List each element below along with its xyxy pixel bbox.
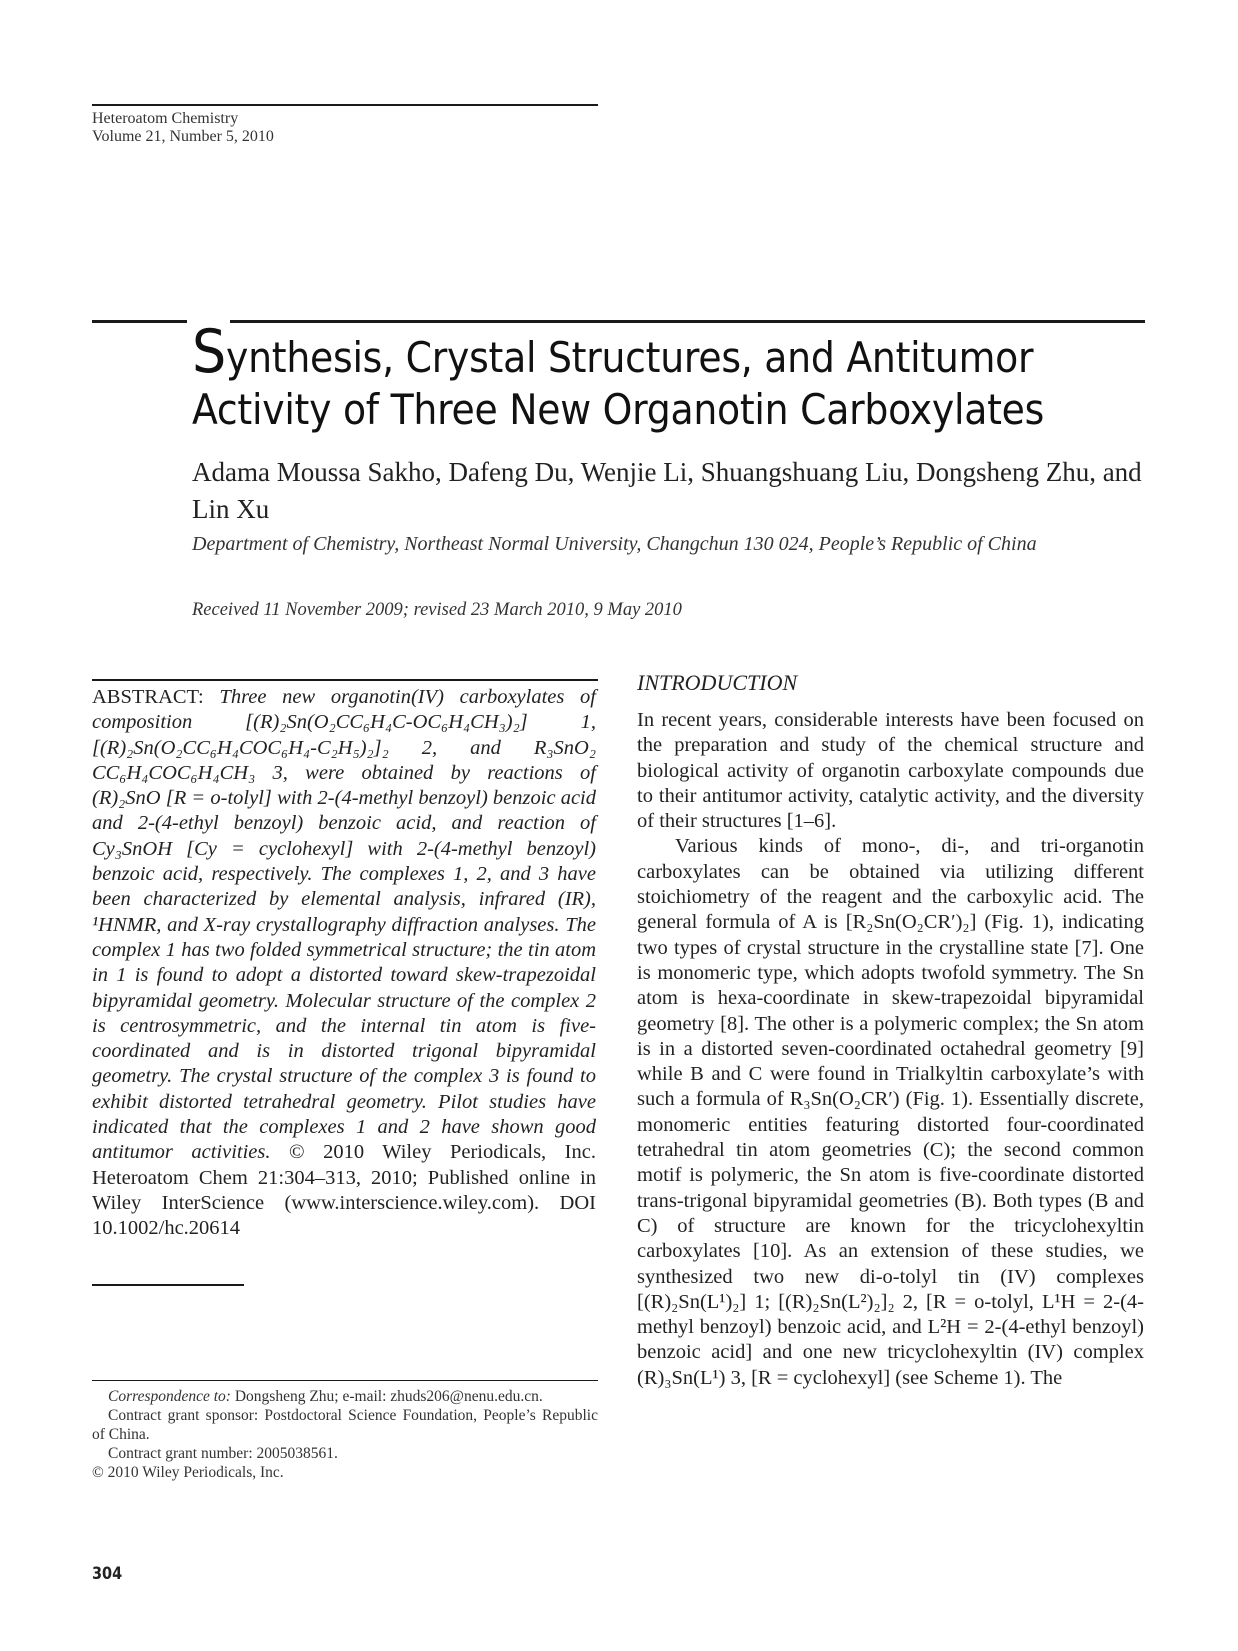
introduction	[637, 670, 1144, 1391]
article-title	[192, 317, 1056, 436]
abstract	[92, 685, 596, 1242]
footnotes	[92, 1387, 598, 1482]
correspondence-text: Dongsheng Zhu; e-mail: zhuds206@nenu.edu.cn.	[234, 1388, 543, 1405]
footnote-copyright: © 2010 Wiley Periodicals, Inc.	[92, 1464, 284, 1481]
intro-paragraph: Various kinds of mono-, di-, and tri-organotin carboxylates can be obtained via utilizing different stoichiometry of the reagent and the carboxylic acid. The general formula of A is [R₂Sn(O₂CR′)₂] (Fig. 1), indicating two types of crystal structure in the crystalline state [7]. One is monomeric type, which adopts twofold symmetry. The Sn atom is hexa-coordinate in skew-trapezoidal bipyramidal geometry [8]. The other is a polymeric complex; the Sn atom is in a distorted seven-coordinated octahedral geometry [9] while B and C were found in Trialkyltin carboxylate’s with such a formula of R₃Sn(O₂CR′) (Fig. 1). Essentially discrete, monomeric entities featuring distorted four-coordinated tetrahedral tin atom geometries (C); the second common motif is polymeric, the Sn atom is five-coordinate distorted trans-trigonal bipyramidal geometries (B). Both types (B and C) of structure are known for the tricyclohexyltin carboxylates [10]. As an extension of these studies, we synthesized two new di-o-tolyl tin (IV) complexes [(R)₂Sn(L¹)₂] 1; [(R)₂Sn(L²)₂]₂ 2, [R = o-tolyl, L¹H = 2-(4- methyl benzoyl) benzoic acid, and L²H = 2-(4-ethyl benzoyl) benzoic acid] and one new tricyclohexyltin (IV) complex (R)₃Sn(L¹) 3, [R = cyclohexyl] (see Scheme 1). The	[637, 835, 1144, 1389]
journal-volume: Volume 21, Number 5, 2010	[92, 128, 274, 145]
footnote-rule	[92, 1380, 598, 1381]
correspondence-label: Correspondence to:	[108, 1388, 231, 1405]
page-number: 304	[92, 1564, 123, 1584]
abstract-top-rule	[92, 679, 598, 681]
abstract-label: ABSTRACT:	[92, 686, 204, 708]
affiliation: Department of Chemistry, Northeast Normal University, Changchun 130 024, People’s Republic of China	[192, 533, 1037, 555]
title-first-letter: S	[192, 317, 227, 387]
title-rest: ynthesis, Crystal Structures, and Antitumor Activity of Three New Organotin Carboxylates	[192, 333, 1045, 434]
footnote-grant: Contract grant number: 2005038561.	[108, 1445, 338, 1462]
intro-paragraph: In recent years, considerable interests have been focused on the preparation and study of the chemical structure and biological activity of organotin carboxylate compounds due to their antitumor activity, catalytic activity, and the diversity of their structures [1–6].	[637, 709, 1144, 833]
abstract-bottom-rule	[92, 1284, 244, 1286]
journal-info	[92, 110, 274, 146]
abstract-text: Three new organotin(IV) carboxylates of composition [(R)₂Sn(O₂CC₆H₄C-OC₆H₄CH₃)₂] 1, [(R)₂Sn(O₂CC₆H₄COC₆H₄-C₂H₅)₂]₂ 2, and R₃SnO₂ CC₆H₄COC₆H₄CH₃ 3, were obtained by reactions of (R)₂SnO [R = o-tolyl] with 2-(4-methyl benzoyl) benzoic acid and 2-(4-ethyl benzoyl) benzoic acid, and reaction of Cy₃SnOH [Cy = cyclohexyl] with 2-(4-methyl benzoyl) benzoic acid, respectively. The complexes 1, 2, and 3 have been characterized by elemental analysis, infrared (IR), ¹HNMR, and X-ray crystallography diffraction analyses. The complex 1 has two folded symmetrical structure; the tin atom in 1 is found to adopt a distorted toward skew-trapezoidal bipyramidal geometry. Molecular structure of the complex 2 is centrosymmetric, and the internal tin atom is five-coordinated and is in distorted trigonal bipyramidal geometry. The crystal structure of the complex 3 is found to exhibit distorted tetrahedral geometry. Pilot studies have indicated that the complexes 1 and 2 have shown good antitumor activities.	[92, 686, 596, 1164]
journal-name: Heteroatom Chemistry	[92, 110, 239, 127]
introduction-heading: INTRODUCTION	[637, 670, 798, 695]
footnote-sponsor: Contract grant sponsor: Postdoctoral Science Foundation, People’s Republic of China.	[92, 1407, 598, 1443]
title-rule-left	[92, 320, 187, 323]
title-rule-right	[230, 320, 1145, 323]
header-rule	[92, 104, 598, 106]
footnote-correspondence	[92, 1387, 598, 1406]
abstract-citation: © 2010 Wiley Periodicals, Inc. Heteroatom Chem 21:304–313, 2010; Published online in Wiley InterScience (www.interscience.wiley.com). DOI 10.1002/hc.20614	[92, 1141, 596, 1240]
author-list: Adama Moussa Sakho, Dafeng Du, Wenjie Li, Shuangshuang Liu, Dongsheng Zhu, and Lin Xu	[192, 457, 1142, 524]
received-dates: Received 11 November 2009; revised 23 March 2010, 9 May 2010	[192, 600, 682, 620]
